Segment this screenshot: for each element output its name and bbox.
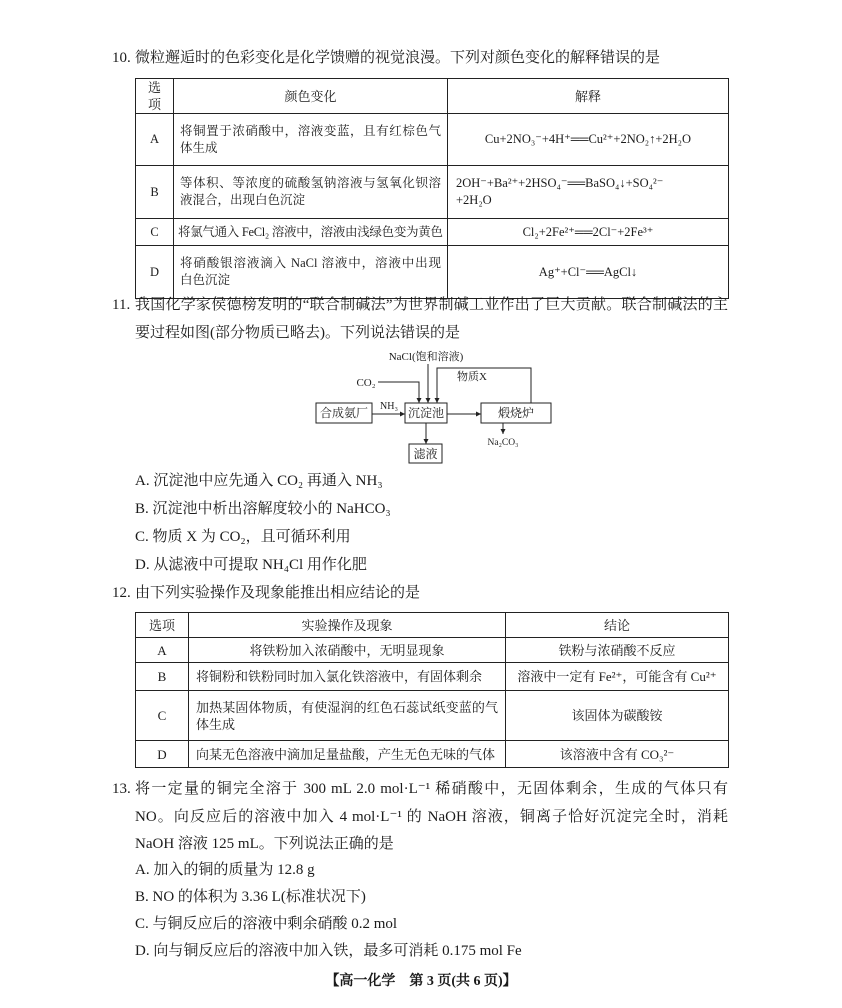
cell-line: 向某无色溶液中滴加足量盐酸，产生无色无味的气体 [196,746,496,762]
cell-line: 加热某固体物质，有使湿润的红色石蕊试纸变蓝的气 [196,699,498,715]
filtrate-label: 滤液 [413,447,438,461]
option-c: C. 物质 X 为 CO₂，且可循环利用 [135,529,351,545]
question-stem: 我国化学家侯德榜发明的“联合制碱法”为世界制碱工业作出了巨大贡献。联合制碱法的主 [135,297,728,313]
cell-line: 体生成 [180,140,218,155]
explanation-cell [448,219,729,246]
option-cell: C [136,691,189,741]
cell-line: 将铜置于浓硝酸中，溶液变蓝，且有红棕色气 [180,123,441,138]
explanation-cell [448,114,729,166]
question-stem: 将一定量的铜完全溶于 300 mL 2.0 mol·L⁻¹ 稀硝酸中，无固体剩余，生成的气体只有 [135,781,728,797]
cell-line: 体生成 [196,716,236,732]
cell-line: 白色沉淀 [180,273,231,287]
color-change-table [135,78,729,299]
option-d: D. 向与铜反应后的溶液中加入铁，最多可消耗 0.175 mol Fe [135,943,522,959]
header-explanation: 解释 [448,79,729,114]
cell-line: 液混合，出现白色沉淀 [180,193,306,207]
question-number: 11. [112,297,131,313]
table-header-row [136,79,729,114]
calciner-label: 煅烧炉 [497,406,535,420]
header-option: 选项 [136,613,189,638]
table-row [136,741,729,768]
equation: Cu+2NO₃⁻+4H⁺══Cu²⁺+2NO₂↑+2H₂O [484,132,692,146]
table-row [136,219,729,246]
table-header-row [136,613,729,638]
option-c: C. 与铜反应后的溶液中剩余硝酸 0.2 mol [135,916,398,932]
question-stem: 微粒邂逅时的色彩变化是化学馈赠的视觉浪漫。下列对颜色变化的解释错误的是 [135,50,661,66]
experiment-table [135,612,729,768]
option-b: B. 沉淀池中析出溶解度较小的 NaHCO₃ [135,501,391,517]
table-row [136,638,729,663]
explanation-cell [448,166,729,219]
conclusion-cell [506,663,729,691]
option-cell: A [136,114,174,166]
option-cell: B [136,663,189,691]
option-cell: C [136,219,174,246]
equation: 2OH⁻+Ba²⁺+2HSO₄⁻══BaSO₄↓+SO₄²⁻ [456,176,664,190]
color-change-cell [174,246,448,299]
cell-line: 该溶液中含有 CO₃²⁻ [559,746,675,762]
option-cell: A [136,638,189,663]
header-conclusion: 结论 [506,613,729,638]
soda-process-diagram [300,345,570,470]
equation: Ag⁺+Cl⁻══AgCl↓ [538,264,638,279]
cell-line: 将氯气通入 FeCl₂ 溶液中，溶液由浅绿色变为黄色 [178,224,443,239]
cell-line: 将硝酸银溶液滴入 NaCl 溶液中，溶液中出现 [180,256,441,270]
page-footer: 【高一化学 第 3 页(共 6 页)】 [325,974,517,989]
question-number: 12. [112,585,131,601]
table-row [136,166,729,219]
color-change-cell [174,219,448,246]
cell-line: 等体积、等浓度的硫酸氢钠溶液与氢氧化钡溶 [180,176,441,190]
co2-label: CO₂ [356,377,376,389]
question-number: 10. [112,50,131,66]
operation-cell [189,741,506,768]
table-row [136,663,729,691]
question-stem: NO。向反应后的溶液中加入 4 mol·L⁻¹ 的 NaOH 溶液，铜离子恰好沉淀完全时，消耗 [135,809,728,825]
question-stem: 由下列实验操作及现象能推出相应结论的是 [135,585,421,601]
explanation-cell [448,246,729,299]
option-cell: D [136,741,189,768]
cell-line: 铁粉与浓硝酸不反应 [558,642,676,658]
option-cell: B [136,166,174,219]
table-row [136,114,729,166]
question-number: 13. [112,781,131,797]
nh3-label: NH₃ [380,401,398,412]
question-stem: 要过程如图(部分物质已略去)。下列说法错误的是 [135,325,460,341]
cell-line: 将铁粉加入浓硝酸中，无明显现象 [249,642,445,658]
option-cell: D [136,246,174,299]
operation-cell [189,663,506,691]
table-row [136,246,729,299]
color-change-cell [174,114,448,166]
cell-line: 溶液中一定有 Fe²⁺，可能含有 Cu²⁺ [517,669,717,684]
conclusion-cell [506,638,729,663]
substance-x-label: 物质X [457,371,487,383]
option-d: D. 从滤液中可提取 NH₄Cl 用作化肥 [135,557,367,573]
conclusion-cell [506,741,729,768]
nacl-label: NaCl(饱和溶液) [388,351,464,363]
header-option: 选项 [136,79,174,114]
co2-arrow [378,382,419,403]
header-color-change: 颜色变化 [174,79,448,114]
operation-cell [189,691,506,741]
option-a: A. 加入的铜的质量为 12.8 g [135,862,315,878]
na2co3-label: Na₂CO₃ [487,438,519,448]
precipitation-tank-label: 沉淀池 [407,406,445,420]
question-stem: NaOH 溶液 125 mL。下列说法正确的是 [135,836,394,852]
operation-cell [189,638,506,663]
option-b: B. NO 的体积为 3.36 L(标准状况下) [135,889,366,905]
equation: +2H₂O [456,193,492,207]
color-change-cell [174,166,448,219]
cell-line: 将铜粉和铁粉同时加入氯化铁溶液中，有固体剩余 [196,669,483,684]
conclusion-cell [506,691,729,741]
ammonia-plant-label: 合成氨厂 [319,406,369,420]
header-operation: 实验操作及现象 [189,613,506,638]
option-a: A. 沉淀池中应先通入 CO₂ 再通入 NH₃ [135,473,383,489]
table-row [136,691,729,741]
cell-line: 该固体为碳酸铵 [571,708,663,723]
equation: Cl₂+2Fe²⁺══2Cl⁻+2Fe³⁺ [522,224,654,239]
